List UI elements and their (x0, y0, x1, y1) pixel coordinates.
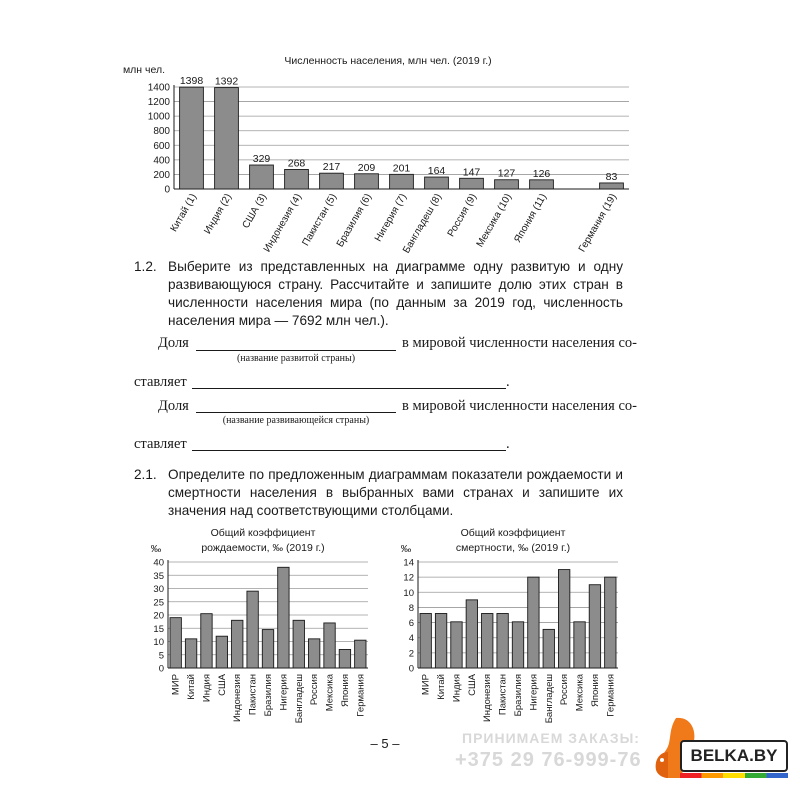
share-developing-end: . (506, 436, 510, 452)
death-rate-bar (543, 629, 554, 668)
task-2-1-text: Определите по предложенным диаграммам показатели рождаемости и смертности населения в выбранных вами странах и запишите их значения над соответствующими столбцами. (168, 467, 623, 518)
death-rate-bar (605, 577, 616, 668)
population-ytick-label: 400 (153, 155, 170, 167)
developing-country-caption: (название развивающейся страны) (222, 415, 370, 426)
birth-rate-bar (247, 591, 258, 668)
population-category-label: Япония (11) (512, 192, 550, 245)
birth-rate-category-label: Германия (355, 674, 367, 717)
population-ytick-label: 1400 (147, 82, 170, 94)
population-ytick-label: 1200 (147, 97, 170, 109)
population-bar (320, 173, 344, 189)
population-category-label: Бразилия (6) (334, 192, 375, 250)
birth-rate-chart (130, 520, 380, 725)
watermark-orders: ПРИНИМАЕМ ЗАКАЗЫ: (462, 730, 640, 746)
population-bar (285, 169, 309, 189)
death-rate-ytick-label: 2 (408, 648, 414, 660)
death-rate-bar (497, 613, 508, 668)
birth-rate-bar (308, 639, 319, 668)
birth-rate-title-line-2: рождаемости, ‰ (2019 г.) (201, 542, 325, 554)
population-category-label: Индонезия (4) (261, 192, 305, 255)
population-value-label: 164 (427, 165, 446, 178)
death-rate-category-label: Бангладеш (543, 674, 555, 724)
birth-rate-bar (216, 636, 227, 668)
task-1-2-text: Выберите из представленных на диаграмме одну развитую и одну развивающуюся страну. Рассчитайте и запишите долю этих стран в численности населения мира (по данным за 2019 год, численность населения мира — 7692 млн чел.). (168, 259, 623, 328)
birth-rate-bar (170, 618, 181, 668)
birth-rate-category-label: Индонезия (232, 674, 244, 723)
share-developed-prefix: Доля (158, 335, 189, 351)
birth-rate-ytick-label: 30 (153, 584, 164, 595)
death-rate-bar (466, 600, 477, 668)
death-rate-category-label: Бразилия (513, 674, 524, 717)
death-rate-category-label: Индия (451, 674, 463, 703)
task-2-1-number: 2.1. (134, 467, 157, 482)
birth-rate-category-label: Индия (201, 674, 213, 703)
birth-rate-bar (339, 649, 350, 668)
population-category-label: Германия (19) (576, 192, 620, 255)
developed-country-field[interactable] (196, 350, 396, 351)
birth-rate-ytick-label: 25 (153, 597, 164, 609)
birth-rate-category-label: Пакистан (247, 674, 259, 716)
death-rate-category-label: Индонезия (482, 674, 494, 723)
birth-rate-category-label: Бразилия (263, 674, 274, 717)
death-rate-category-label: Нигерия (528, 674, 540, 711)
death-rate-bar (512, 622, 523, 668)
population-bar (180, 87, 204, 189)
population-value-label: 268 (287, 157, 306, 170)
birth-rate-category-label: Бангладеш (293, 674, 305, 724)
population-bar (530, 180, 554, 189)
population-bar (460, 178, 484, 189)
population-value-label: 127 (497, 167, 516, 180)
birth-rate-ytick-label: 35 (153, 570, 164, 582)
birth-rate-bar (185, 639, 196, 668)
population-bar (425, 177, 449, 189)
birth-rate-bar (293, 620, 304, 668)
page-number: – 5 – (370, 736, 400, 751)
death-rate-ytick-label: 14 (403, 557, 414, 569)
population-category-label: Россия (9) (445, 192, 480, 239)
share-developed-end: . (506, 374, 510, 390)
share-developing-suffix: в мировой численности населения со- (402, 398, 637, 414)
developed-country-caption: (название развитой страны) (236, 353, 356, 364)
population-chart-title: Численность населения, млн чел. (2019 г.) (284, 55, 492, 67)
population-value-label: 1392 (214, 75, 239, 88)
death-rate-category-label: США (466, 674, 478, 696)
death-rate-bar (420, 613, 431, 668)
death-rate-bar (482, 613, 493, 668)
share-developed-cont: ставляет (134, 374, 187, 390)
brand-stripe (680, 773, 788, 778)
task-2-1 (134, 466, 634, 522)
population-category-label: Пакистан (5) (300, 192, 340, 248)
population-value-label: 209 (357, 161, 376, 174)
population-category-label: Бангладеш (8) (401, 192, 445, 256)
population-value-label: 201 (392, 162, 411, 175)
death-rate-ytick-label: 6 (408, 618, 414, 630)
population-ytick-label: 600 (153, 140, 170, 152)
population-bar (390, 174, 414, 189)
developing-share-field[interactable] (192, 450, 506, 451)
birth-rate-ylabel: ‰ (150, 543, 162, 555)
brand-logo: BELKA.BY (680, 740, 788, 772)
death-rate-ytick-label: 8 (408, 602, 414, 614)
share-developing-prefix: Доля (158, 398, 189, 414)
death-rate-bar (558, 570, 569, 668)
birth-rate-bar (201, 614, 212, 668)
population-category-label: США (3) (240, 192, 270, 231)
population-ytick-label: 200 (153, 169, 170, 181)
death-rate-chart (380, 520, 640, 725)
death-rate-ytick-label: 0 (408, 663, 414, 675)
task-1-2-number: 1.2. (134, 259, 157, 274)
population-category-label: Нигерия (7) (372, 192, 410, 244)
birth-rate-ytick-label: 20 (153, 610, 164, 622)
birth-rate-ytick-label: 0 (158, 663, 164, 675)
birth-rate-title-line-1: Общий коэффициент (210, 527, 316, 539)
population-value-label: 83 (605, 170, 618, 183)
population-ytick-label: 800 (153, 126, 170, 138)
task-1-2 (134, 258, 634, 328)
death-rate-bar (574, 622, 585, 668)
death-rate-ytick-label: 4 (408, 633, 414, 645)
birth-rate-category-label: Россия (309, 674, 321, 706)
death-rate-category-label: Япония (589, 674, 601, 707)
death-rate-category-label: Китай (436, 674, 448, 700)
death-rate-ytick-label: 12 (403, 572, 414, 584)
birth-rate-category-label: Мексика (324, 674, 336, 712)
population-category-label: Индия (2) (202, 192, 235, 237)
population-value-label: 147 (462, 166, 481, 179)
birth-rate-bar (232, 620, 243, 668)
population-value-label: 329 (252, 153, 271, 166)
birth-rate-bar (278, 567, 289, 668)
death-rate-category-label: Мексика (574, 674, 586, 712)
birth-rate-ytick-label: 15 (153, 623, 164, 635)
population-chart-ylabel: млн чел. (122, 64, 166, 76)
birth-rate-ytick-label: 10 (153, 637, 164, 648)
birth-rate-ytick-label: 5 (158, 650, 164, 662)
death-rate-title-line-1: Общий коэффициент (460, 527, 566, 539)
death-rate-bar (589, 585, 600, 668)
death-rate-bar (451, 622, 462, 668)
developing-country-field[interactable] (196, 412, 396, 413)
population-ytick-label: 0 (164, 184, 170, 196)
population-value-label: 1398 (179, 75, 204, 88)
death-rate-bar (528, 577, 539, 668)
death-rate-bar (435, 613, 446, 668)
death-rate-ytick-label: 10 (403, 587, 414, 599)
birth-rate-bar (355, 640, 366, 668)
population-ytick-label: 1000 (147, 111, 170, 123)
share-developed-suffix: в мировой численности населения со- (402, 335, 637, 351)
death-rate-category-label: МИР (420, 674, 432, 696)
population-bar (355, 174, 379, 189)
population-bar (250, 165, 274, 189)
share-developing-cont: ставляет (134, 436, 187, 452)
birth-rate-category-label: Нигерия (278, 674, 290, 711)
death-rate-ylabel: ‰ (400, 543, 412, 555)
population-bar (495, 180, 519, 189)
population-bar (600, 183, 624, 189)
population-value-label: 217 (322, 161, 341, 174)
population-category-label: Мексика (10) (474, 192, 515, 250)
death-rate-category-label: Германия (605, 674, 617, 717)
population-bar (215, 88, 239, 189)
birth-rate-category-label: Япония (339, 674, 351, 707)
death-rate-category-label: Россия (559, 674, 571, 706)
birth-rate-ytick-label: 40 (153, 557, 164, 569)
birth-rate-bar (262, 630, 273, 668)
watermark-phone: +375 29 76-999-76 (455, 749, 642, 771)
population-chart (0, 0, 800, 260)
birth-rate-category-label: Китай (186, 674, 198, 700)
birth-rate-category-label: МИР (170, 674, 182, 696)
population-category-label: Китай (1) (168, 192, 200, 234)
population-value-label: 126 (532, 167, 551, 180)
death-rate-category-label: Пакистан (497, 674, 509, 716)
death-rate-title-line-2: смертности, ‰ (2019 г.) (455, 542, 571, 554)
developed-share-field[interactable] (192, 388, 506, 389)
birth-rate-category-label: США (216, 674, 228, 696)
birth-rate-bar (324, 623, 335, 668)
